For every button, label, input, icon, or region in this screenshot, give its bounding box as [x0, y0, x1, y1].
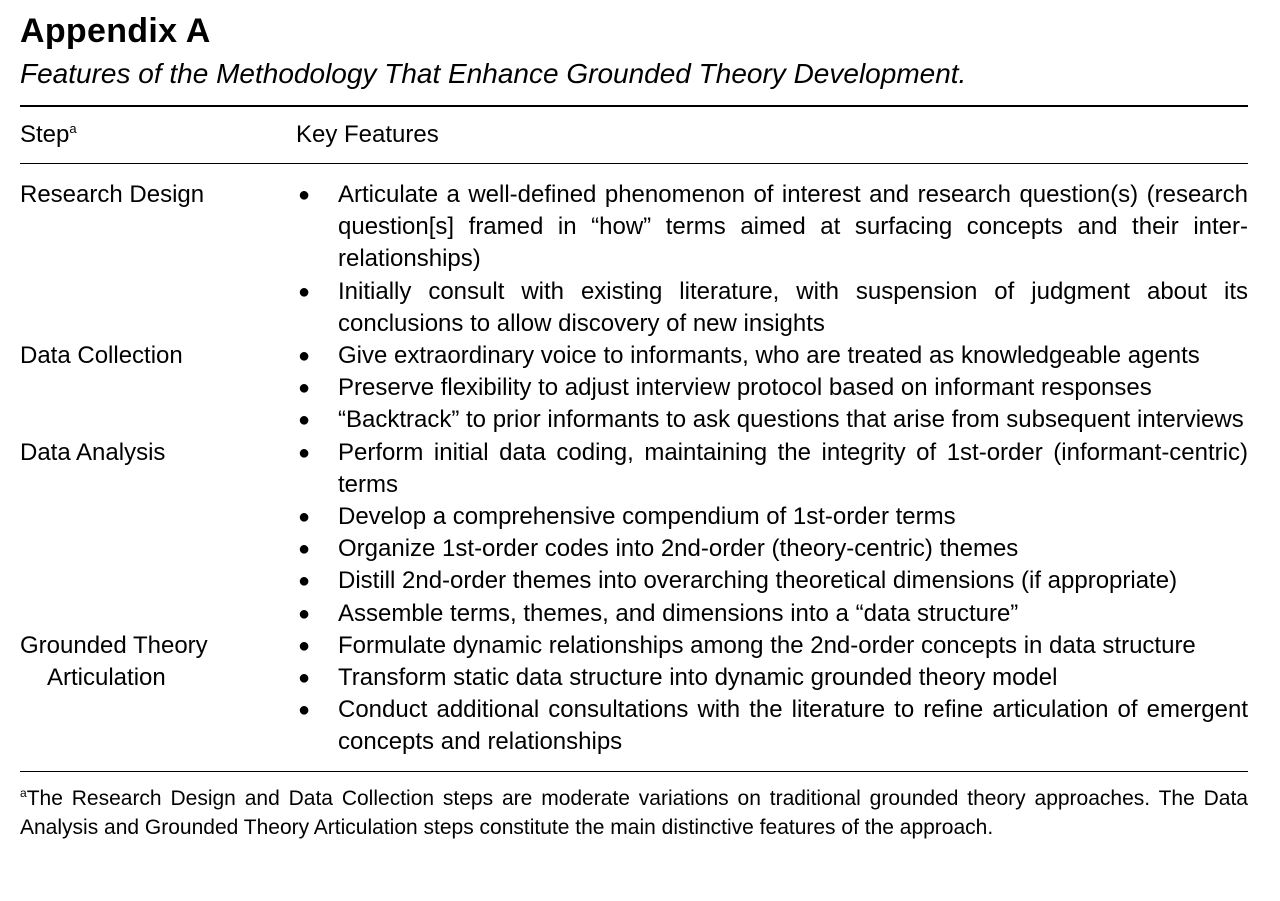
step-label-line1: Research Design: [20, 181, 205, 208]
table-body: [20, 164, 1248, 771]
step-label: [20, 630, 296, 759]
feature-item: [296, 533, 1248, 565]
bullet-icon: ●: [298, 409, 311, 432]
appendix-page: [20, 8, 1248, 842]
table-footnote: [20, 772, 1248, 842]
feature-text: Preserve flexibility to adjust interview protocol based on informant responses: [338, 374, 1152, 402]
table-row: [20, 630, 1248, 759]
feature-text: Perform initial data coding, maintaining the integrity of 1st-order (informant-centric) terms: [338, 438, 1248, 498]
table-subtitle: Features of the Methodology That Enhance Grounded Theory Development.: [20, 58, 967, 89]
bullet-icon: ●: [298, 441, 311, 464]
bullet-icon: ●: [298, 570, 311, 593]
footnote-marker: a: [20, 785, 27, 800]
feature-item: [296, 437, 1248, 501]
bullet-icon: ●: [298, 602, 311, 625]
feature-text: Give extraordinary voice to informants, who are treated as knowledgeable agents: [338, 342, 1200, 370]
bullet-icon: ●: [298, 184, 311, 206]
table-row: [20, 179, 1248, 340]
step-label: [20, 437, 296, 630]
step-label: [20, 179, 296, 340]
appendix-heading: Appendix A: [20, 12, 211, 50]
feature-list: [296, 179, 1248, 340]
step-label-line1: Data Collection: [20, 342, 183, 370]
bullet-icon: ●: [298, 699, 311, 722]
feature-text: Initially consult with existing literature, with suspension of judgment about its conclusions to allow discovery of new insights: [338, 277, 1248, 337]
feature-text: Assemble terms, themes, and dimensions into a “data structure”: [338, 599, 1019, 627]
feature-text: Organize 1st-order codes into 2nd-order (theory-centric) themes: [338, 535, 1019, 563]
feature-text: Formulate dynamic relationships among the 2nd-order concepts in data structure: [338, 631, 1196, 659]
feature-item: [296, 501, 1248, 533]
step-label: [20, 340, 296, 437]
table-header-row: [20, 107, 1248, 163]
step-column-header: [20, 121, 296, 149]
feature-list: [296, 630, 1248, 759]
feature-item: [296, 598, 1248, 630]
step-label-line1: Data Analysis: [20, 438, 166, 466]
bullet-icon: ●: [298, 280, 311, 303]
feature-item: [296, 565, 1248, 597]
feature-text: Develop a comprehensive compendium of 1st-order terms: [338, 503, 956, 531]
feature-item: [296, 276, 1248, 340]
bullet-icon: ●: [298, 506, 311, 529]
step-label-line2: Articulation: [47, 664, 166, 692]
table-row: [20, 437, 1248, 630]
feature-item: [296, 404, 1248, 436]
footnote-text: The Research Design and Data Collection steps are moderate variations on traditional grounded theory approaches. The Data Analysis and Grounded Theory Articulation steps constitute the main distinctive features of the approach.: [20, 786, 1248, 839]
bullet-icon: ●: [298, 538, 311, 561]
feature-text: Conduct additional consultations with the literature to refine articulation of emergent concepts and relationships: [338, 696, 1248, 756]
feature-item: [296, 372, 1248, 404]
feature-item: [296, 694, 1248, 758]
feature-item: [296, 179, 1248, 276]
feature-text: Distill 2nd-order themes into overarching theoretical dimensions (if appropriate): [338, 567, 1178, 595]
table-row: [20, 340, 1248, 437]
feature-item: [296, 630, 1248, 662]
feature-text: Transform static data structure into dynamic grounded theory model: [338, 664, 1058, 692]
feature-list: [296, 340, 1248, 437]
bullet-icon: ●: [298, 667, 311, 690]
features-column-header: Key Features: [296, 121, 439, 148]
bullet-icon: ●: [298, 345, 311, 368]
feature-item: [296, 340, 1248, 372]
feature-item: [296, 662, 1248, 694]
bullet-icon: ●: [298, 634, 311, 657]
bullet-icon: ●: [298, 377, 311, 400]
feature-text: Articulate a well-defined phenomenon of interest and research question(s) (research question[s] framed in “how” terms aimed at surfacing concepts and their inter-relationships): [338, 181, 1248, 273]
step-header-label: Step: [20, 121, 70, 148]
step-header-footnote-marker: a: [69, 121, 77, 136]
feature-list: [296, 437, 1248, 630]
step-label-line1: Grounded Theory: [20, 631, 208, 659]
feature-text: “Backtrack” to prior informants to ask questions that arise from subsequent interviews: [338, 406, 1244, 434]
